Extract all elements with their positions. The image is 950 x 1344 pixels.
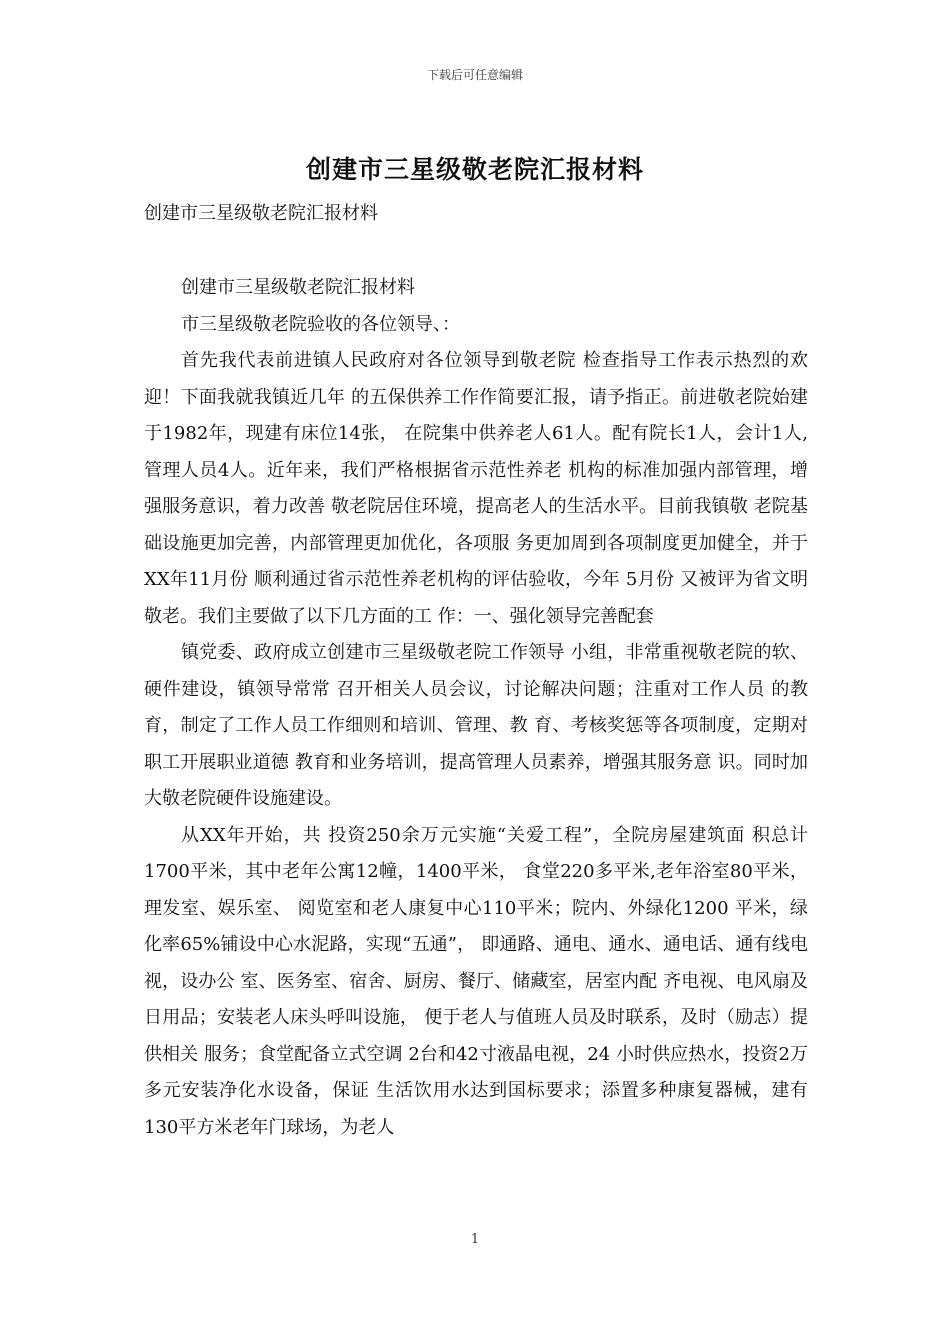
document-subtitle: 创建市三星级敬老院汇报材料 — [144, 203, 378, 224]
document-title: 创建市三星级敬老院汇报材料 — [305, 155, 644, 184]
paragraph-heading: 创建市三星级敬老院汇报材料 — [181, 277, 415, 298]
paragraph-leadership: 镇党委、政府成立创建市三星级敬老院工作领导 小组，非常重视敬老院的软、硬件建设，镇领导常常 召开相关人员会议，讨论解决问题；注重对工作人员 的教育，制定了工作人员工作细则和培训、管理、教 育、考核奖惩等各项制度，定期对职工开展职业道德 教育和业务培训，提高管理人员素养，增强其服务意 识。同时加大敬老院硬件设施建设。 — [144, 642, 808, 809]
paragraph-introduction: 首先我代表前进镇人民政府对各位领导到敬老院 检查指导工作表示热烈的欢迎！下面我就我镇近几年 的五保供养工作作简要汇报，请予指正。前进敬老院始建于1982年，现建有床位14张， 在院集中供养老人61人。配有院长1人，会计1人, 管理人员4人。近年来，我们严格根据省示范性养老 机构的标准加强内部管理，增强服务意识，着力改善 敬老院居住环境，提高老人的生活水平。目前我镇敬 老院基础设施更加完善，内部管理更加优化，各项服 务更加周到各项制度更加健全，并于 XX年11月份 顺利通过省示范性养老机构的评估验收，今年 5月份 又被评为省文明敬老。我们主要做了以下几方面的工 作：一、强化领导完善配套 — [144, 350, 808, 627]
paragraph-salutation: 市三星级敬老院验收的各位领导、： — [181, 313, 460, 335]
document-body — [144, 270, 808, 1146]
paragraph-investment: 从XX年开始，共 投资250余万元实施“关爱工程”，全院房屋建筑面 积总计1700平米，其中老年公寓12幢，1400平米， 食堂220多平米,老年浴室80平米，理发室、娱乐室、 阅览室和老人康复中心110平米；院内、外绿化1200 平米，绿化率65%铺设中心水泥路，实现“五通”， 即通路、通电、通水、通电话、通有线电视，设办公 室、医务室、宿舍、厨房、餐厅、储藏室，居室内配 齐电视、电风扇及日用品；安装老人床头呼叫设施， 便于老人与值班人员及时联系，及时（励志）提供相关 服务；食堂配备立式空调 2台和42寸液晶电视，24 小时供应热水，投资2万多元安装净化水设备，保证 生活饮用水达到国标要求；添置多种康复器械，建有 130平方米老年门球场，为老人 — [144, 824, 808, 1138]
page-header-note: 下载后可任意编辑 — [426, 68, 523, 82]
page-number: 1 — [470, 1232, 480, 1247]
